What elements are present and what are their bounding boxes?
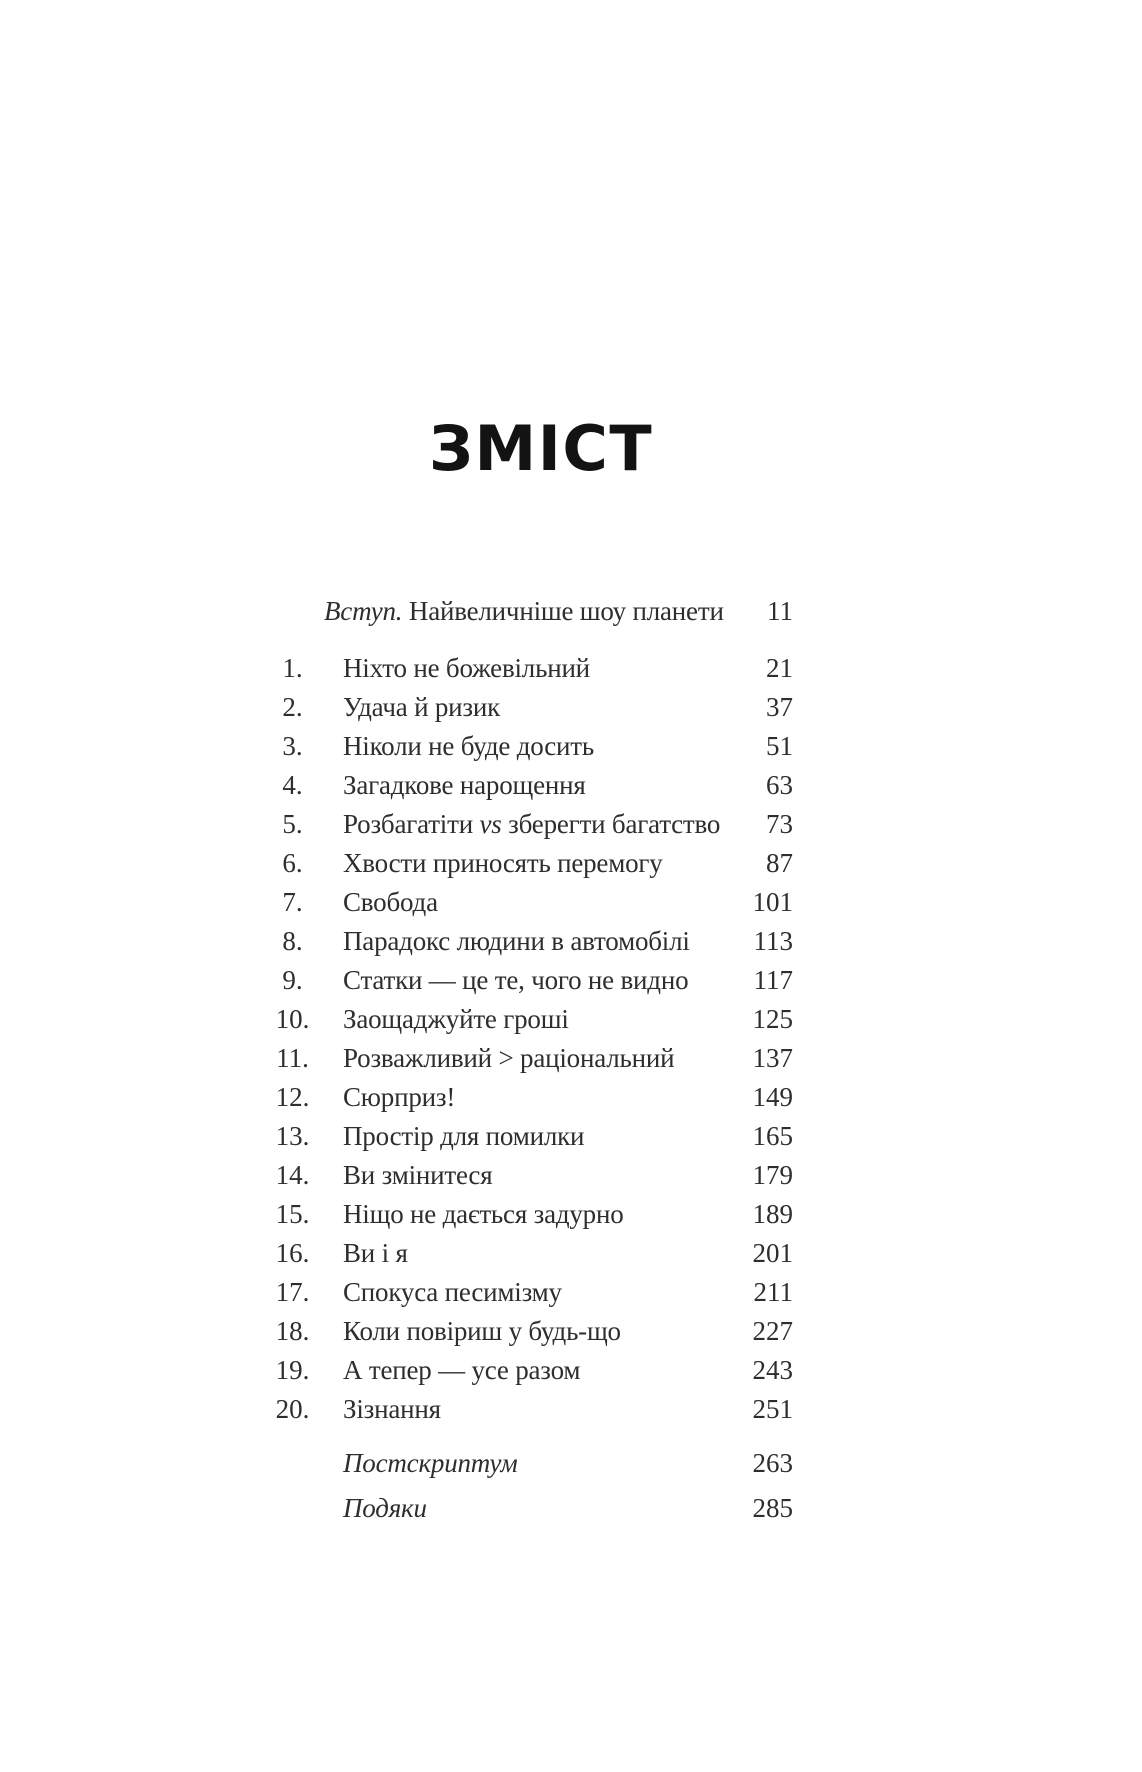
toc-row xyxy=(270,846,793,880)
page-number: 211 xyxy=(753,1277,793,1307)
toc-row xyxy=(270,651,793,685)
chapter-title: Загадкове нарощення xyxy=(343,770,586,800)
chapter-title: Простір для помилки xyxy=(343,1121,585,1151)
page-number: 21 xyxy=(766,653,793,683)
toc-row xyxy=(270,807,793,841)
chapter-number: 11. xyxy=(276,1043,309,1073)
toc-row xyxy=(270,1041,793,1075)
chapter-title: Статки — це те, чого не видно xyxy=(343,965,689,995)
chapter-title: Зізнання xyxy=(343,1394,441,1424)
chapter-number: 12. xyxy=(275,1082,310,1112)
chapter-title: Ви змінитеся xyxy=(343,1160,493,1190)
chapter-title: Хвости приносять перемогу xyxy=(343,848,663,878)
page-number: 11 xyxy=(767,596,793,626)
chapter-number: 4. xyxy=(282,770,303,800)
page-number: 149 xyxy=(752,1082,793,1112)
page-number: 63 xyxy=(766,770,793,800)
intro-title: Найвеличніше шоу планети xyxy=(408,596,724,626)
chapter-title: Ніколи не буде досить xyxy=(343,731,594,761)
toc-row xyxy=(270,729,793,763)
page-number: 227 xyxy=(752,1316,793,1346)
backmatter-title: Подяки xyxy=(343,1493,427,1523)
toc-row xyxy=(270,924,793,958)
toc-row xyxy=(270,768,793,802)
page-number: 251 xyxy=(752,1394,793,1424)
toc-row xyxy=(270,1392,793,1426)
chapter-number: 16. xyxy=(275,1238,310,1268)
chapter-title-part: зберегти багатство xyxy=(501,809,721,839)
intro-label: Вступ. xyxy=(324,596,403,626)
page-number: 243 xyxy=(752,1355,793,1385)
chapter-title: Ви і я xyxy=(343,1238,408,1268)
toc-row xyxy=(270,1119,793,1153)
chapter-number: 9. xyxy=(282,965,303,995)
page-title: ЗМІСТ xyxy=(429,411,654,485)
page-number: 263 xyxy=(752,1448,793,1478)
page-number: 165 xyxy=(752,1121,793,1151)
toc-row xyxy=(270,1275,793,1309)
toc-row xyxy=(270,1314,793,1348)
chapter-number: 8. xyxy=(282,926,303,956)
toc-row xyxy=(270,1002,793,1036)
chapter-number: 3. xyxy=(282,731,303,761)
toc-row-backmatter xyxy=(270,1491,793,1525)
chapter-number: 15. xyxy=(275,1199,310,1229)
chapter-title: А тепер — усе разом xyxy=(343,1355,581,1385)
toc-row xyxy=(270,1236,793,1270)
page-number: 51 xyxy=(766,731,793,761)
chapter-title: Ніщо не дається задурно xyxy=(343,1199,624,1229)
toc-row-intro xyxy=(270,594,793,628)
chapter-number: 18. xyxy=(275,1316,310,1346)
page-number: 73 xyxy=(766,809,793,839)
page-number: 201 xyxy=(752,1238,793,1268)
backmatter-title: Постскриптум xyxy=(343,1448,518,1478)
chapter-title: Парадокс людини в автомобілі xyxy=(343,926,690,956)
page-number: 87 xyxy=(766,848,793,878)
chapter-number: 20. xyxy=(275,1394,310,1424)
page-number: 37 xyxy=(766,692,793,722)
chapter-number: 2. xyxy=(282,692,303,722)
chapter-title: Коли повіриш у будь-що xyxy=(343,1316,621,1346)
page-number: 137 xyxy=(752,1043,793,1073)
page-number: 113 xyxy=(753,926,793,956)
toc-row xyxy=(270,963,793,997)
toc-row xyxy=(270,1197,793,1231)
chapter-number: 13. xyxy=(275,1121,310,1151)
chapter-title xyxy=(343,807,720,841)
chapter-title: Розважливий > раціональний xyxy=(343,1043,675,1073)
chapter-title: Удача й ризик xyxy=(343,692,501,722)
toc-row xyxy=(270,1080,793,1114)
toc-row xyxy=(270,1158,793,1192)
chapter-number: 17. xyxy=(275,1277,310,1307)
chapter-title: Ніхто не божевільний xyxy=(343,653,590,683)
chapter-title-part: Розбагатіти xyxy=(343,809,480,839)
chapter-number: 19. xyxy=(275,1355,310,1385)
intro-entry xyxy=(324,594,724,628)
chapter-title: Сюрприз! xyxy=(343,1082,456,1112)
toc-row xyxy=(270,690,793,724)
toc-row xyxy=(270,885,793,919)
page-number: 285 xyxy=(752,1493,793,1523)
page-number: 179 xyxy=(752,1160,793,1190)
toc-row-backmatter xyxy=(270,1446,793,1480)
chapter-title: Заощаджуйте гроші xyxy=(343,1004,569,1034)
chapter-title: Спокуса песимізму xyxy=(343,1277,562,1307)
chapter-number: 7. xyxy=(282,887,303,917)
page-number: 101 xyxy=(752,887,793,917)
page-number: 117 xyxy=(753,965,793,995)
chapter-number: 1. xyxy=(282,653,303,683)
page-number: 189 xyxy=(752,1199,793,1229)
chapter-title-italic: vs xyxy=(479,809,502,839)
chapter-number: 10. xyxy=(275,1004,310,1034)
page-number: 125 xyxy=(752,1004,793,1034)
chapter-number: 5. xyxy=(282,809,303,839)
chapter-number: 14. xyxy=(275,1160,310,1190)
chapter-title: Свобода xyxy=(343,887,438,917)
toc-row xyxy=(270,1353,793,1387)
chapter-number: 6. xyxy=(282,848,303,878)
